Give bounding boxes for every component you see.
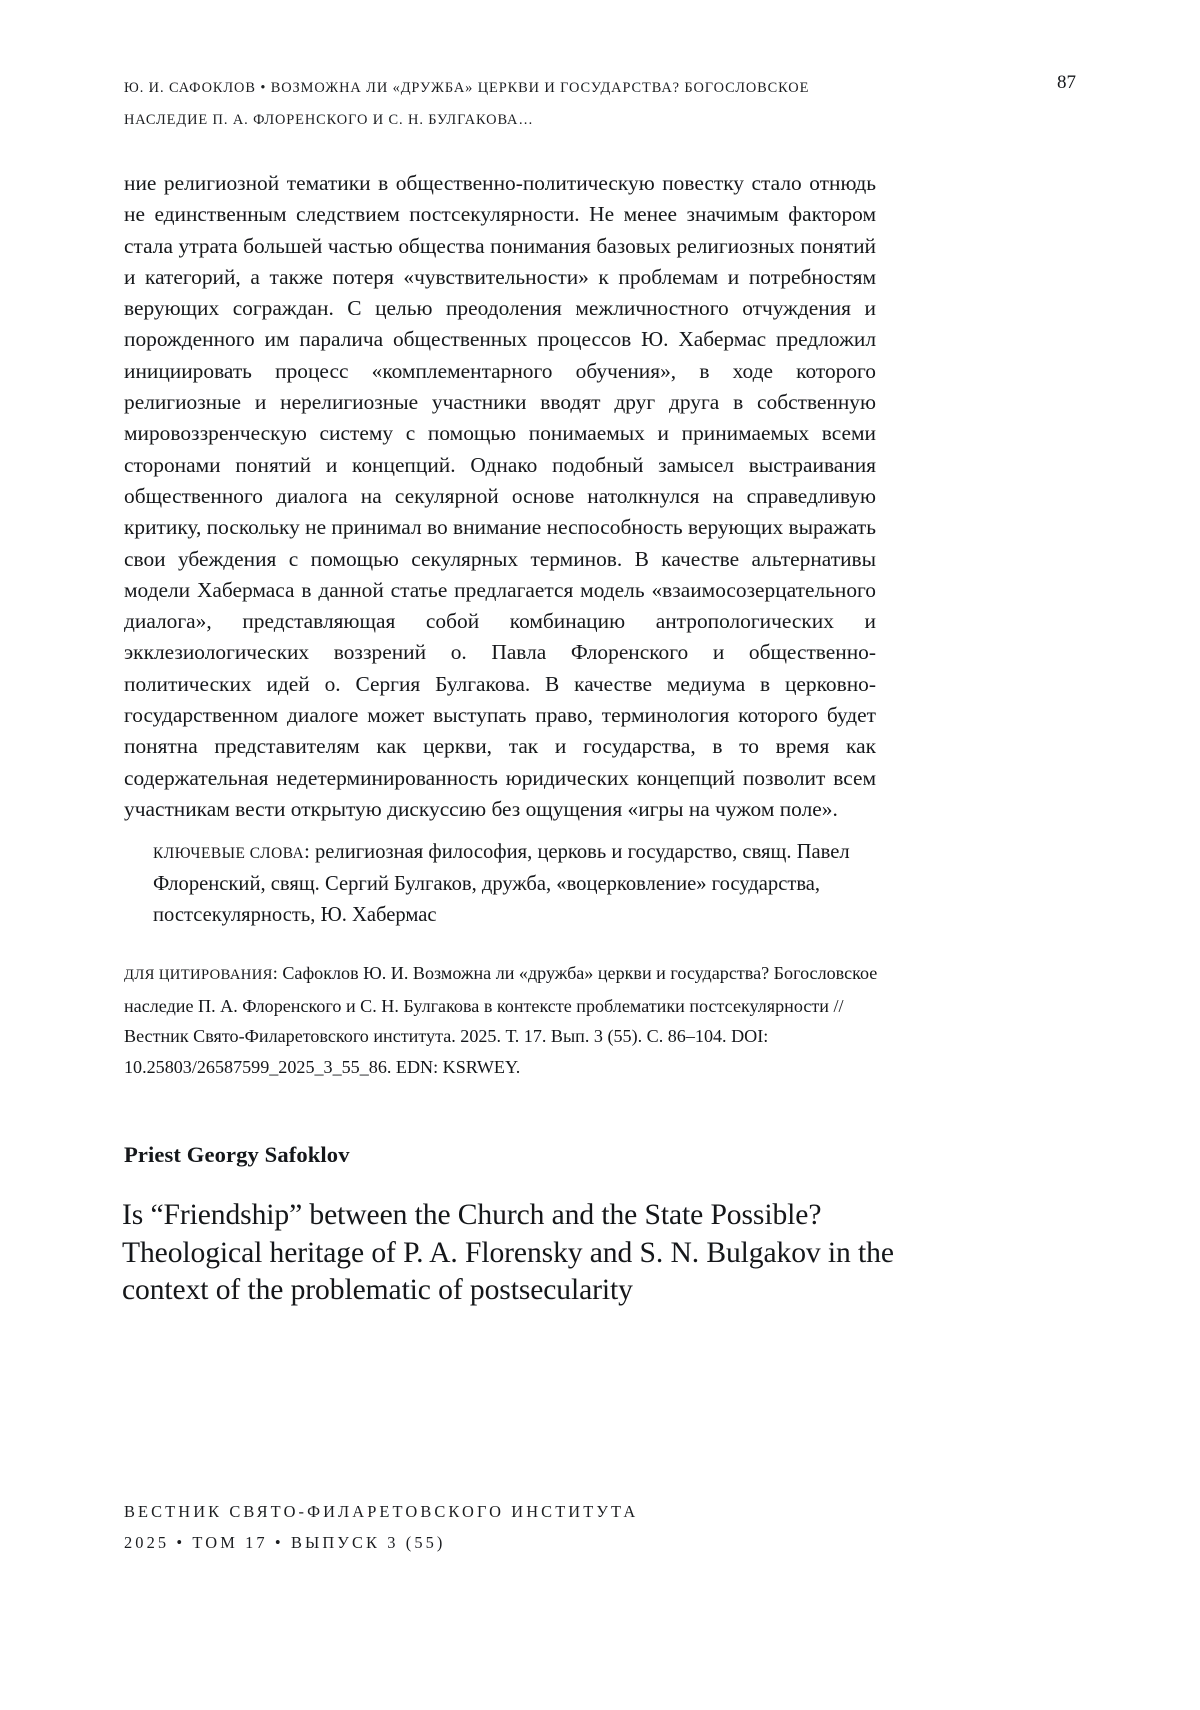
citation-text: Сафоклов Ю. И. Возможна ли «дружба» церкви и государства? Богословское наследие П. А. Флоренского и С. Н. Булгакова в контексте проблематики постсекулярности // Вестник Свято-Филаретовского института. 2025. Т. 17. Вып. 3 (55). С. 86–104. DOI: 10.25803/26587599_2025_3_55_86. EDN: KSRWEY. [124,963,878,1077]
citation-separator: : [272,963,283,983]
running-head-line-2: НАСЛЕДИЕ П. А. ФЛОРЕНСКОГО И С. Н. БУЛГАКОВА… [124,112,534,128]
footer-journal-name: ВЕСТНИК СВЯТО-ФИЛАРЕТОВСКОГО ИНСТИТУТА [124,1502,639,1521]
running-head [124,72,914,136]
running-head-line-1: Ю. И. САФОКЛОВ • ВОЗМОЖНА ЛИ «ДРУЖБА» ЦЕРКВИ И ГОСУДАРСТВА? БОГОСЛОВСКОЕ [124,80,810,96]
citation-label: ДЛЯ ЦИТИРОВАНИЯ [124,967,273,983]
abstract-paragraph: ние религиозной тематики в общественно-политическую повестку стало отнюдь не единственным следствием постсекулярности. Не менее значимым фактором стала утрата большей частью общества понимания базовых религиозных понятий и категорий, а также потеря «чувствительности» к проблемам и потребностям верующих сограждан. С целью преодоления межличностного отчуждения и порожденного им паралича общественных процессов Ю. Хабермас предложил инициировать процесс «комплементарного обучения», в ходе которого религиозные и нерелигиозные участники вводят друг друга в собственную мировоззренческую систему с помощью понимаемых и принимаемых всеми сторонами понятий и концепций. Однако подобный замысел выстраивания общественного диалога на секулярной основе натолкнулся на справедливую критику, поскольку не принимал во внимание неспособность верующих выражать свои убеждения с помощью секулярных терминов. В качестве альтернативы модели Хабермаса в данной статье предлагается модель «взаимосозерцательного диалога», представляющая собой комбинацию антропологических и экклезиологических воззрений о. Павла Флоренского и общественно-политических идей о. Сергия Булгакова. В качестве медиума в церковно-государственном диалоге может выступать право, терминология которого будет понятна представителям как церкви, так и государства, в то время как содержательная недетерминированность юридических концепций позволит всем участникам вести открытую дискуссию без ощущения «игры на чужом поле». [124,171,876,821]
keywords-separator: : [304,841,315,863]
article-title-en: Is “Friendship” between the Church and the State Possible? Theological heritage of P. A. Florensky and S. N. Bulgakov in the context of the problematic of postsecularity [122,1199,894,1306]
author-name-en: Priest Georgy Safoklov [124,1142,350,1167]
keywords-block [153,837,877,931]
page-footer [124,1496,884,1558]
footer-issue-info: 2025 • ТОМ 17 • ВЫПУСК 3 (55) [124,1533,446,1552]
keywords-text: религиозная философия, церковь и государство, свящ. Павел Флоренский, свящ. Сергий Булгаков, дружба, «воцерковление» государства, постсекулярность, Ю. Хабермас [153,841,850,926]
page-number: 87 [1057,72,1076,93]
citation-block [124,958,884,1082]
abstract-text [124,168,876,825]
keywords-label: КЛЮЧЕВЫЕ СЛОВА [153,845,305,862]
